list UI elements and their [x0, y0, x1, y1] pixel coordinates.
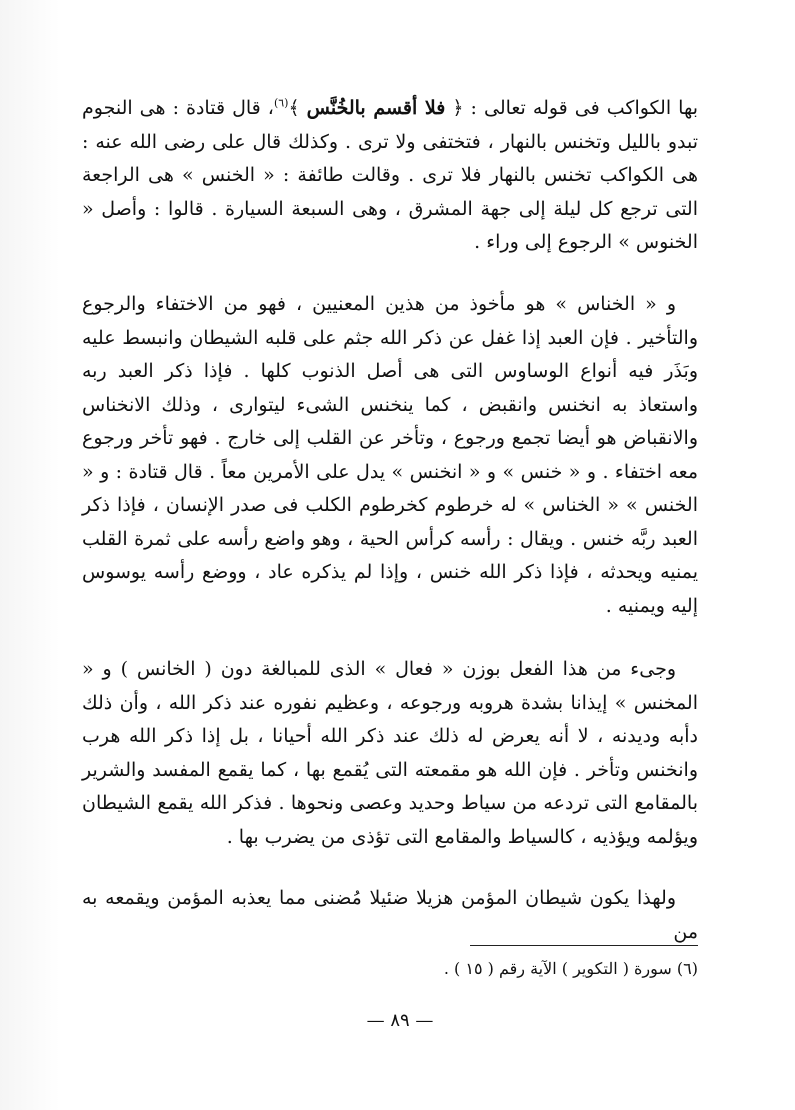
paragraph-1-intro: بها الكواكب فى قوله تعالى : ﴿ [445, 97, 698, 119]
footnote: (٦) سورة ( التكوير ) الآية رقم ( ١٥ ) . [443, 959, 698, 978]
paragraph-2-text: و « الخناس » هو مأخوذ من هذين المعنيين ، فهو من الاختفاء والرجوع والتأخير . فإن العبد إذا غفل عن ذكر الله جثم على قلبه الشيطان وانبسط عليه وبَذَر فيه أنواع الوساوس التى هى أصل الذنوب كلها . فإذا ذكر العبد ربه واستعاذ به انخنس وانقبض ، كما ينخنس الشىء ليتوارى ، وذلك الانخناس والانقباض هو أيضا تجمع ورجوع ، وتأخر عن القلب إلى خارج . فهو تأخر ورجوع معه اختفاء . و « خنس » و « انخنس » يدل على الأمرين معاً . قال قتادة : و « الخنس » « الخناس » له خرطوم كخرطوم الكلب فى صدر الإنسان ، فإذا ذكر العبد ربَّه خنس . ويقال : رأسه كرأس الحية ، وهو واضع رأسه على ثمرة القلب يمنيه ويحدثه ، فإذا ذكر الله خنس ، وإذا لم يذكره عاد ، ووضع رأسه يوسوس إليه ويمنيه . [82, 293, 698, 617]
verse-close-bracket: ﴾ [288, 97, 307, 119]
quran-verse: فلا أقسم بالخُنَّس [306, 97, 446, 119]
footnote-reference: (٦) [273, 96, 289, 110]
paragraph-3-text: وجىء من هذا الفعل بوزن « فعال » الذى للمبالغة دون ( الخانس ) و « المخنس » إيذانا بشدة هروبه ورجوعه ، وعظيم نفوره عند ذكر الله ، وأن ذلك دأبه وديدنه ، لا أنه يعرض له ذلك عند ذكر الله أحيانا ، بل إذا ذكر الله هرب وانخنس وتأخر . فإن الله هو مقمعته التى يُقمع بها ، كما يقمع المفسد والشرير بالمقامع التى تردعه من سياط وحديد وعصى ونحوها . فذكر الله يقمع الشيطان ويؤلمه ويؤذيه ، كالسياط والمقامع التى تؤذى من يضرب بها . [82, 658, 698, 848]
paragraph-1-body: ، قال قتادة : هى النجوم تبدو بالليل وتخنس بالنهار ، فتختفى ولا ترى . وكذلك قال على رضى الله عنه : هى الكواكب تخنس بالنهار فلا ترى . وقالت طائفة : « الخنس » هى الراجعة التى ترجع كل ليلة إلى جهة المشرق ، وهى السبعة السيارة . قالوا : وأصل « الخنوس » الرجوع إلى وراء . [82, 97, 698, 253]
page-number: — ٨٩ — [366, 1010, 434, 1031]
paragraph-1 [82, 92, 698, 260]
paragraph-3 [82, 653, 698, 854]
paragraph-2 [82, 288, 698, 623]
page-edge-shadow [0, 0, 60, 1110]
paragraph-4 [82, 882, 698, 949]
paragraph-4-text: ولهذا يكون شيطان المؤمن هزيلا ضئيلا مُضنى مما يعذبه المؤمن ويقمعه به من [82, 887, 698, 943]
footnote-divider [470, 945, 698, 946]
